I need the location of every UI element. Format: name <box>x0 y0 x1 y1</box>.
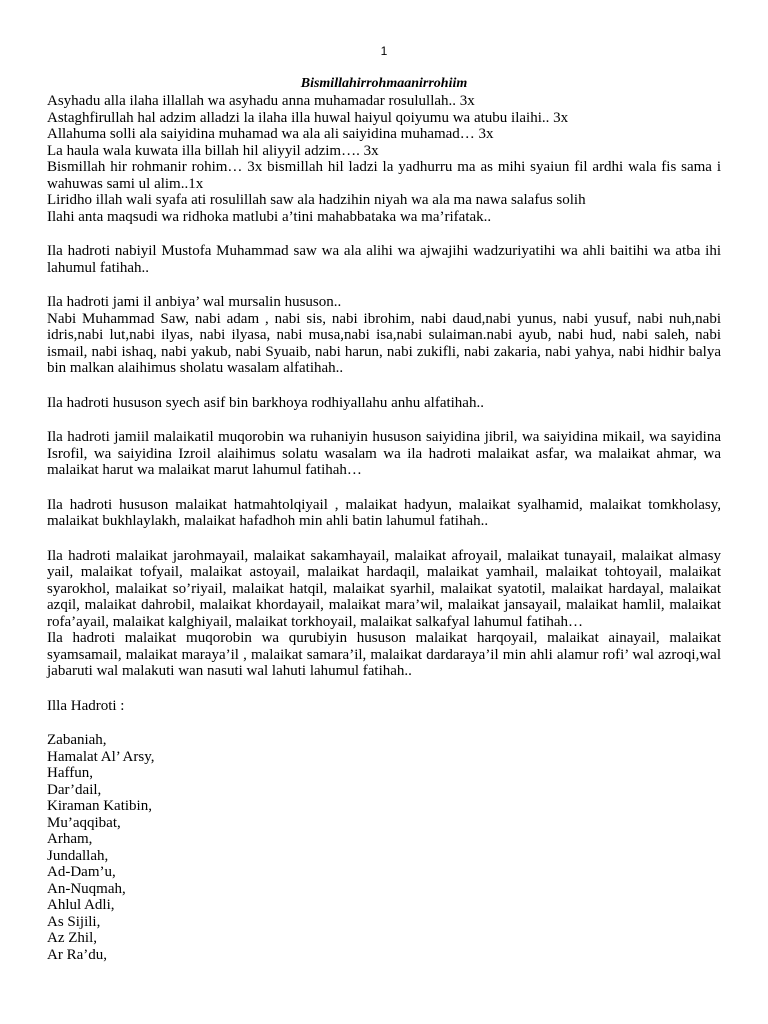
paragraph-malaikat-hatmah: Ila hadroti hususon malaikat hatmahtolqiyail , malaikat hadyun, malaikat syalhamid, malaikat tomkholasy, malaikat bukhlaylakh, malaikat hafadhoh min ahli batin lahumul fatihah.. <box>47 496 721 529</box>
document-title: Bismillahirrohmaanirrohiim <box>300 76 468 91</box>
opening-line: Bismillah hir rohmanir rohim… 3x bismillah hil ladzi la yadhurru ma as mihi syaiun fil ardhi wala fis sama i wahuwas sami ul alim..1x <box>47 159 721 192</box>
list-item: Ar Ra’du, <box>47 946 107 963</box>
paragraph-malaikat-jarohmayail: Ila hadroti malaikat jarohmayail, malaikat sakamhayail, malaikat afroyail, malaikat tunayail, malaikat almasy yail, malaikat tofyail, malaikat astoyail, malaikat hardaqil, malaikat yamhail, malaikat tohtoyail, malaikat syarokhol, malaikat so’riyail, malaikat hatqil, malaikat syarhil, malaikat syatotil, malaikat hardayal, malaikat azqil, malaikat dahrobil, malaikat khordayail, malaikat mara’wil, malaikat jansayail, malaikat hamlil, malaikat rofa’ayail, malaikat kalghiyail, malaikat torkhoyail, malaikat salkafyal lahumul fatihah… <box>47 547 721 630</box>
list-item: Arham, <box>47 831 93 847</box>
list-item: An-Nuqmah, <box>47 880 126 897</box>
opening-line: Ilahi anta maqsudi wa ridhoka matlubi a’tini mahabbataka wa ma’rifatak.. <box>47 208 492 225</box>
list-item: Az Zhil, <box>47 930 97 946</box>
opening-line: Liridho illah wali syafa ati rosulillah saw ala hadzihin niyah wa ala ma nawa salafus solih <box>47 192 586 208</box>
opening-line: Asyhadu alla ilaha illallah wa asyhadu anna muhamadar rosulullah.. 3x <box>47 93 475 109</box>
spacer <box>47 680 721 698</box>
list-item: Haffun, <box>47 765 93 781</box>
illa-heading: Illa Hadroti : <box>47 697 125 714</box>
illa-list <box>47 732 721 963</box>
document-body <box>47 93 721 963</box>
spacer <box>47 377 721 395</box>
paragraph-sych-asif: Ila hadroti hususon syech asif bin barkhoya rodhiyallahu anhu alfatihah.. <box>47 394 484 411</box>
list-item: Zabaniah, <box>47 732 107 748</box>
list-item: Ahlul Adli, <box>47 897 115 913</box>
opening-line: La haula wala kuwata illa billah hil aliyyil adzim…. 3x <box>47 142 379 159</box>
list-item: Hamalat Al’ Arsy, <box>47 748 155 765</box>
list-item: As Sijili, <box>47 913 101 930</box>
spacer <box>47 411 721 429</box>
opening-line: Allahuma solli ala saiyidina muhamad wa ala ali saiyidina muhamad… 3x <box>47 126 494 142</box>
paragraph-malaikat-harqoyail: Ila hadroti malaikat muqorobin wa qurubiyin hususon malaikat harqoyail, malaikat ainayail, malaikat syamsamail, malaikat maraya’il , malaikat samara’il, malaikat dardaraya’il min ahli alamur rofi’ wal azroqi,wal jabaruti wal malakuti wan nasuti wal lahuti lahumul fatihah.. <box>47 630 721 679</box>
list-item: Mu’aqqibat, <box>47 814 121 831</box>
paragraph-anbiya-heading: Ila hadroti jami il anbiya’ wal mursalin hususon.. <box>47 294 342 310</box>
spacer <box>47 225 721 243</box>
list-item: Dar’dail, <box>47 781 102 798</box>
spacer <box>47 479 721 497</box>
paragraph-malaikat-muqorobin: Ila hadroti jamiil malaikatil muqorobin wa ruhaniyin hususon saiyidina jibril, wa saiyidina mikail, wa sayidina Isrofil, wa saiyidina Izroil alaihimus solatu wasalam wa ila hadroti malaikat asfar, wa malaikat ahmar, wa malaikat harut wa malaikat marut lahumul fatihah… <box>47 429 721 478</box>
opening-line: Astaghfirullah hal adzim alladzi la ilaha illa huwal haiyul qoiyumu wa atubu ilaihi.. 3x <box>47 109 569 126</box>
spacer <box>47 276 721 294</box>
list-item: Jundallah, <box>47 847 109 864</box>
paragraph-anbiya-list: Nabi Muhammad Saw, nabi adam , nabi sis, nabi ibrohim, nabi daud,nabi yunus, nabi yusuf, nabi nuh,nabi idris,nabi lut,nabi ilyas, nabi ilyasa, nabi musa,nabi isa,nabi sulaiman.nabi ayub, nabi hud, nabi saleh, nabi ismail, nabi ishaq, nabi yakub, nabi Syuaib, nabi harun, nabi zukifli, nabi zakaria, nabi yahya, nabi hidhir balya bin malkan alaihimus sholatu wasalam alfatihah.. <box>47 310 721 376</box>
list-item: Ad-Dam’u, <box>47 864 116 880</box>
spacer <box>47 530 721 548</box>
page-number: 1 <box>380 44 388 58</box>
list-item: Kiraman Katibin, <box>47 798 152 814</box>
spacer <box>47 714 721 732</box>
paragraph-nabi-mustofa: Ila hadroti nabiyil Mustofa Muhammad saw wa ala alihi wa ajwajihi wadzuriyatihi wa ahli baitihi wa atba ihi lahumul fatihah.. <box>47 243 721 276</box>
